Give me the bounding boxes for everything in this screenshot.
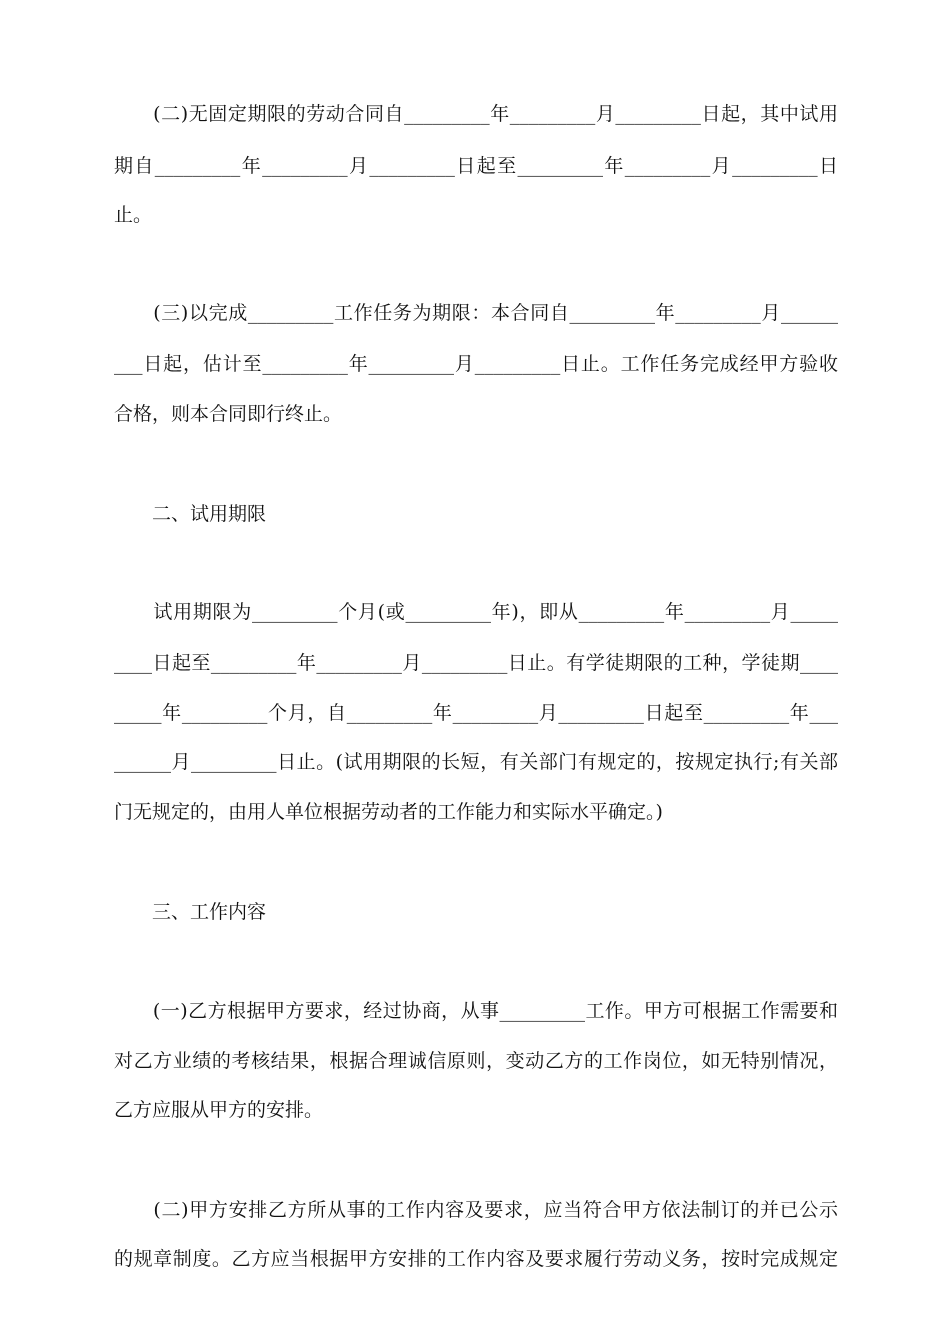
text-line: (二)无固定期限的劳动合同自_________年_________月_________日起，其中试用 [114,103,838,125]
text-line: (一)乙方根据甲方要求，经过协商，从事_________工作。甲方可根据工作需要和 [114,1000,838,1022]
text-line: 对乙方业绩的考核结果，根据合理诚信原则，变动乙方的工作岗位，如无特别情况， [114,1050,838,1072]
text-line: 乙方应服从甲方的安排。 [114,1099,324,1121]
text-line: (二)甲方安排乙方所从事的工作内容及要求，应当符合甲方依法制订的并已公示 [114,1199,838,1221]
text-line: ______月_________日止。(试用期限的长短，有关部门有规定的，按规定执行;有关部 [114,751,838,773]
section-heading: 三、工作内容 [114,901,267,923]
text-line: 期自_________年_________月_________日起至_________年_________月_________日 [114,155,838,177]
text-line: ____日起至_________年_________月_________日止。有学徒期限的工种，学徒期____ [114,652,838,674]
section-heading: 二、试用期限 [114,503,267,525]
text-line: (三)以完成_________工作任务为期限：本合同自_________年_________月______ [114,302,838,324]
text-line: ___日起，估计至_________年_________月_________日止。工作任务完成经甲方验收 [114,353,838,375]
text-line: _____年_________个月，自_________年_________月_________日起至_________年___ [114,702,838,724]
text-line: 止。 [114,204,153,226]
text-line: 试用期限为_________个月(或_________年)，即从_________年_________月_____ [114,601,838,623]
text-line: 合格，则本合同即行终止。 [114,403,343,425]
text-line: 的规章制度。乙方应当根据甲方安排的工作内容及要求履行劳动义务，按时完成规定 [114,1248,838,1270]
text-line: 门无规定的，由用人单位根据劳动者的工作能力和实际水平确定。) [114,801,663,823]
